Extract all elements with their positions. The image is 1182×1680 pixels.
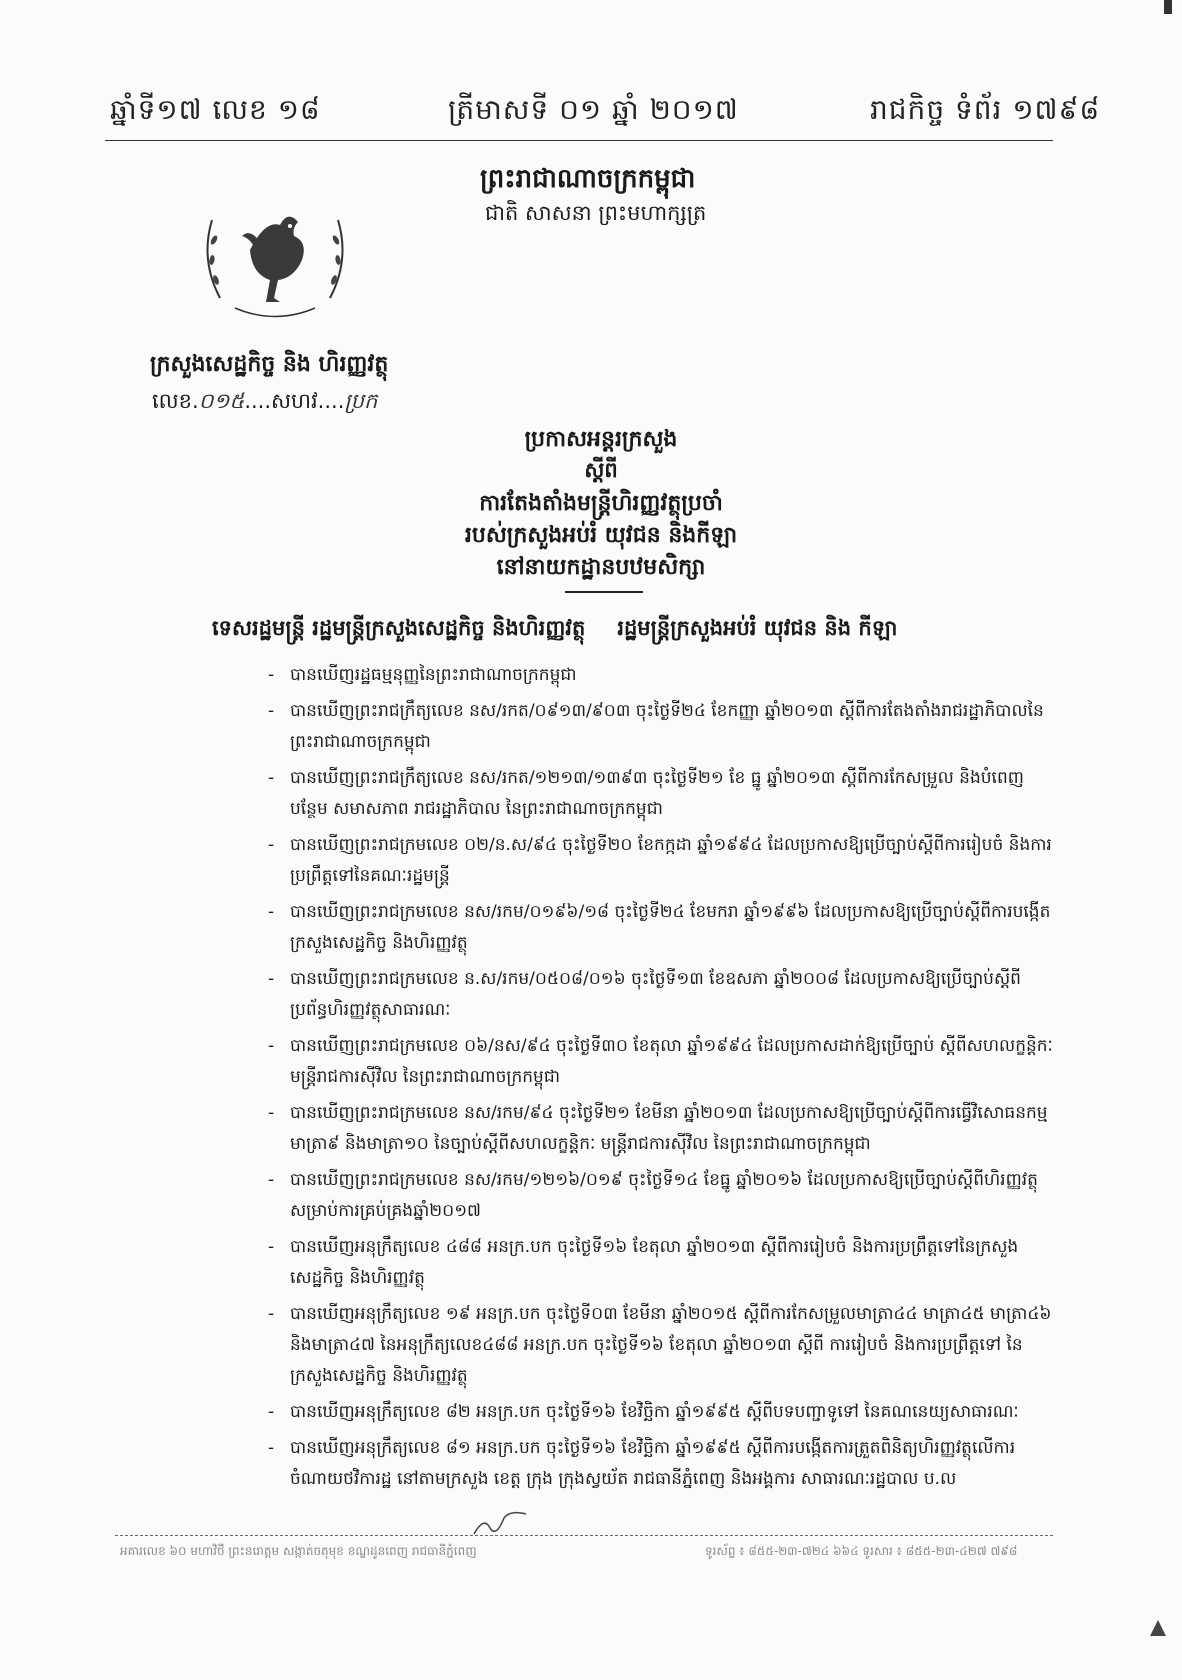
footer-address: អគារលេខ ៦០ មហាវិថី ព្រះនរោត្តម សង្កាត់ចតុមុខ ខណ្ឌដូនពេញ រាជធានីភ្នំពេញ [120,1544,477,1558]
document-subject-line-3: នៅនាយកដ្ឋានបឋមសិក្សា [496,555,706,580]
ministry-name: ក្រសួងសេដ្ឋកិច្ច និង ហិរញ្ញវត្ថុ [150,352,389,377]
title-divider [565,591,643,593]
list-item: - បានឃើញអនុក្រឹត្យលេខ ១៩ អនក្រ.បក ចុះថ្ងៃទី០៣ ខែមីនា ឆ្នាំ២០១៥ ស្តីពីការកែសម្រួលមាត្រា៤៤ មាត្រា៤៥ មាត្រា៤៦ និងមាត្រា៤៧ នៃអនុក្រឹត្យលេខ៤៨៨ អនក្រ.បក ចុះថ្ងៃទី១៦ ខែតុលា ឆ្នាំ២០១៣ ស្តីពី ការរៀបចំ និងការប្រព្រឹត្តទៅ នៃក្រសួងសេដ្ឋកិច្ច និងហិរញ្ញវត្ថុ [268,1299,1058,1392]
list-item: - បានឃើញព្រះរាជក្រមលេខ ០២/ន.ស/៩៤ ចុះថ្ងៃទី២០ ខែកក្កដា ឆ្នាំ១៩៩៤ ដែលប្រកាសឱ្យប្រើច្បាប់ស្តីពីការរៀបចំ និងការប្រព្រឹត្តទៅនៃគណៈរដ្ឋមន្ត្រី [268,830,1058,892]
document-subject-line-1: ការតែងតាំងមន្ត្រីហិរញ្ញវត្ថុប្រចាំ [479,491,723,516]
legal-basis-list [268,660,1058,1500]
list-item: - បានឃើញរដ្ឋធម្មនុញ្ញនៃព្រះរាជាណាចក្រកម្ពុជា [268,660,1058,691]
issuing-authorities [212,615,897,646]
authority-moeys: រដ្ឋមន្ត្រីក្រសួងអប់រំ យុវជន និង កីឡា [617,616,898,640]
scan-artifact [1150,1620,1166,1636]
signature-mark-icon [470,1508,530,1538]
kingdom-title: ព្រះរាជាណាចក្រកម្ពុជា [480,164,696,194]
ministry-seal-icon [190,180,360,330]
document-about: ស្តីពី [584,458,618,482]
list-item: - បានឃើញអនុក្រឹត្យលេខ ៤៨៨ អនក្រ.បក ចុះថ្ងៃទី១៦ ខែតុលា ឆ្នាំ២០១៣ ស្តីពីការរៀបចំ និងការប្រព្រឹត្តទៅនៃក្រសួងសេដ្ឋកិច្ច និងហិរញ្ញវត្ថុ [268,1232,1058,1294]
list-item: - បានឃើញព្រះរាជក្រឹត្យលេខ នស/រកត/១២១៣/១៣៩៣ ចុះថ្ងៃទី២១ ខែ ធ្នូ ឆ្នាំ២០១៣ ស្តីពីការកែសម្រួល និងបំពេញបន្ថែម សមាសភាព រាជរដ្ឋាភិបាល នៃព្រះរាជាណាចក្រកម្ពុជា [268,763,1058,825]
gazette-volume: ឆ្នាំទី១៧ លេខ ១៨ [110,93,321,126]
document-type: ប្រកាសអន្តរក្រសួង [524,427,678,452]
footer-divider [115,1535,1053,1536]
document-subject-line-2: របស់ក្រសួងអប់រំ យុវជន និងកីឡា [464,523,738,548]
scan-mark [1164,0,1172,14]
gazette-date: ត្រីមាសទី ០១ ឆ្នាំ ២០១៧ [448,93,739,126]
list-item: - បានឃើញព្រះរាជក្រមលេខ នស/រកម/១២១៦/០១៩ ចុះថ្ងៃទី១៤ ខែធ្នូ ឆ្នាំ២០១៦ ដែលប្រកាសឱ្យប្រើច្បាប់ស្តីពីហិរញ្ញវត្ថុសម្រាប់ការគ្រប់គ្រងឆ្នាំ២០១៧ [268,1165,1058,1227]
list-item: - បានឃើញព្រះរាជក្រឹត្យលេខ នស/រកត/០៩១៣/៩០៣ ចុះថ្ងៃទី២៤ ខែកញ្ញា ឆ្នាំ២០១៣ ស្តីពីការតែងតាំងរាជរដ្ឋាភិបាលនៃព្រះរាជាណាចក្រកម្ពុជា [268,696,1058,758]
list-item: - បានឃើញព្រះរាជក្រមលេខ ន.ស/រកម/០៥០៨/០១៦ ចុះថ្ងៃទី១៣ ខែឧសភា ឆ្នាំ២០០៨ ដែលប្រកាសឱ្យប្រើច្បាប់ស្តីពីប្រព័ន្ធហិរញ្ញវត្ថុសាធារណៈ [268,964,1058,1026]
list-item: - បានឃើញព្រះរាជក្រមលេខ នស/រកម/៩៤ ចុះថ្ងៃទី២១ ខែមីនា ឆ្នាំ២០១៣ ដែលប្រកាសឱ្យប្រើច្បាប់ស្តីពីការធ្វើវិសោធនកម្មមាត្រា៩ និងមាត្រា១០ នៃច្បាប់ស្តីពីសហលក្ខន្តិកៈ មន្ត្រីរាជការស៊ីវិល នៃព្រះរាជាណាចក្រកម្ពុជា [268,1098,1058,1160]
reference-series-value: ប្រក [344,389,378,413]
footer-contact: ទូរស័ព្ទ ៖ ៨៥៥-២៣-៧២៤ ៦៦៤ ទូរសារ ៖ ៨៥៥-២៣-៤២៧ ៧៩៨ [705,1544,1018,1558]
list-item: - បានឃើញអនុក្រឹត្យលេខ ៨១ អនក្រ.បក ចុះថ្ងៃទី១៦ ខែវិច្ឆិកា ឆ្នាំ១៩៩៥ ស្តីពីការបង្កើតការត្រួតពិនិត្យហិរញ្ញវត្ថុលើការចំណាយថវិការដ្ឋ នៅតាមក្រសួង ខេត្ត ក្រុង ក្រុងស្វយ័ត រាជធានីភ្នំពេញ និងអង្គការ សាធារណៈរដ្ឋបាល ប.ល [268,1433,1058,1495]
gazette-page: រាជកិច្ច ទំព័រ ១៧៩៨ [870,93,1101,126]
national-motto: ជាតិ សាសនា ព្រះមហាក្សត្រ [485,201,707,225]
header-divider [105,140,1053,141]
reference-number-value: ០១៥ [198,389,245,413]
list-item: - បានឃើញព្រះរាជក្រមលេខ នស/រកម/០១៩៦/១៨ ចុះថ្ងៃទី២៤ ខែមករា ឆ្នាំ១៩៩៦ ដែលប្រកាសឱ្យប្រើច្បាប់ស្តីពីការបង្កើតក្រសួងសេដ្ឋកិច្ច និងហិរញ្ញវត្ថុ [268,897,1058,959]
list-item: - បានឃើញព្រះរាជក្រមលេខ ០៦/នស/៩៤ ចុះថ្ងៃទី៣០ ខែតុលា ឆ្នាំ១៩៩៤ ដែលប្រកាសដាក់ឱ្យប្រើច្បាប់ ស្តីពីសហលក្ខន្តិកៈមន្ត្រីរាជការស៊ីវិល នៃព្រះរាជាណាចក្រកម្ពុជា [268,1031,1058,1093]
list-item: - បានឃើញអនុក្រឹត្យលេខ ៨២ អនក្រ.បក ចុះថ្ងៃទី១៦ ខែវិច្ឆិកា ឆ្នាំ១៩៩៥ ស្តីពីបទបញ្ជាទូទៅ នៃគណនេយ្យសាធារណៈ [268,1397,1058,1428]
reference-number: លេខ.០១៥....សហវ....ប្រក [152,389,378,413]
authority-mef: ទេសរដ្ឋមន្ត្រី រដ្ឋមន្ត្រីក្រសួងសេដ្ឋកិច្ច និងហិរញ្ញវត្ថុ [212,616,586,640]
